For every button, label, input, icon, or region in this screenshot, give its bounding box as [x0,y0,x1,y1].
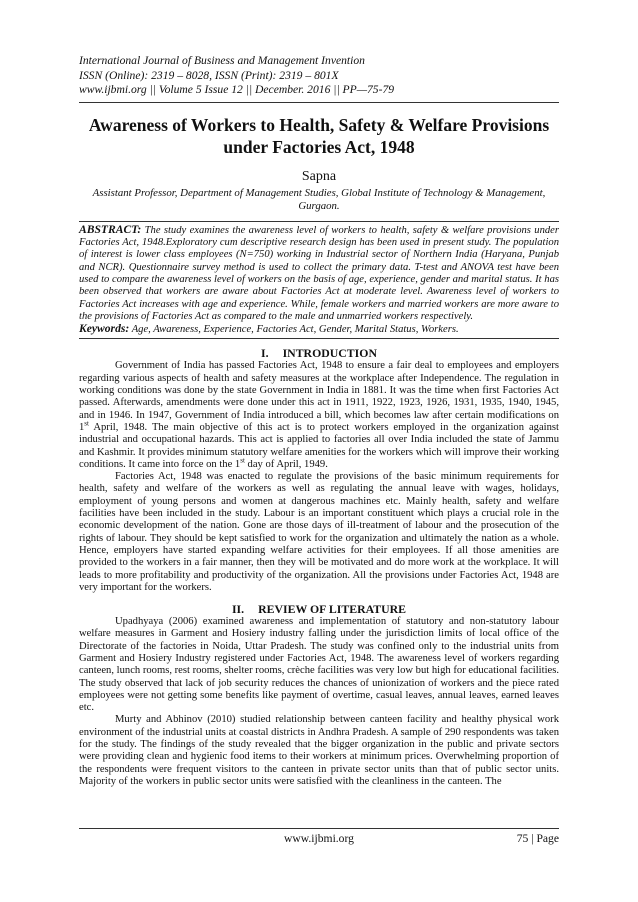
section-number: II. [231,602,245,617]
abstract-label: ABSTRACT: [79,222,142,236]
section-title: INTRODUCTION [282,346,377,361]
footer-page-number: 75 | Page [516,832,559,845]
journal-header [79,54,559,98]
section-number: I. [261,346,269,361]
author-name: Sapna [301,168,337,184]
keywords-text: Age, Awareness, Experience, Factories Act, Gender, Marital Status, Workers. [129,324,459,336]
keywords-label: Keywords: [79,322,130,336]
journal-issue: www.ijbmi.org || Volume 5 Issue 12 || December. 2016 || PP—75-79 [79,83,395,97]
abstract-text: The study examines the awareness level of workers to health, safety & welfare provisions under Factories Act, 1948.Exploratory cum descriptive research design has been used in present study. The population of interest is lower class employees (N=750) working in Industrial sector of Northern India (Haryana, Punjab and NCR). Questionnaire survey method is used to collect the primary data. T-test and ANOVA test have been used to compare the awareness level of workers on the basis of age, experience, gender and marital status. It has been observed that workers are aware about Factories Act at moderate level. Awareness level of workers to Factories Act increases with age and experience. While, female workers and married workers are more aware to the provisions of Factories Act as compared to the male and unmarried workers respectively. [79,224,559,322]
section-heading-review [79,602,559,616]
header-divider [79,102,559,103]
intro-paragraph-1: Government of India has passed Factories Act, 1948 to ensure a fair deal to employees and employers regarding various aspects of health and safety measures at the workplace after Independence. The regulation in working conditions was done by the state Government in India in 1881. It was the time when first Factories Act passed. Afterwards, amendments were done under this act in 1911, 1922, 1923, 1926, 1931, 1935, 1940, 1945, and in 1946. In 1947, Government of India introduced a bill, which becomes law after certain modifications on 1st April, 1948. The main objective of this act is to protect workers employed in the organization against industrial and occupational hazards. This act is applied to factories all over India included the state of Jammu and Kashmir. It provides minimum statutory welfare amenities for the workers which will improve their working conditions. It came into force on the 1st day of April, 1949. [79,360,559,470]
review-paragraph-2: Murty and Abhinov (2010) studied relationship between canteen facility and healthy physical work environment of the industrial units at coastal districts in Andhra Pradesh. A sample of 290 respondents was taken for the study. The findings of the study revealed that the bigger organization in the public and private sectors were providing clean and hygienic food items to their workers at minimum prices. Overwhelming proportion of the respondents were frequent visitors to the canteen in private sector units than that of public sector units. Majority of the workers in public sector units were satisfied with the cleanliness in the canteen. The [79,714,559,787]
abstract-top-divider [79,221,559,222]
abstract [79,224,559,323]
section-title: REVIEW OF LITERATURE [258,602,407,617]
author-affiliation: Assistant Professor, Department of Management Studies, Global Institute of Technology & Management, Gurgaon. [92,186,546,212]
abstract-bottom-divider [79,338,559,339]
section-heading-introduction [79,346,559,360]
journal-issn: ISSN (Online): 2319 – 8028, ISSN (Print): 2319 – 801X [79,68,339,82]
review-paragraph-1: Upadhyaya (2006) examined awareness and implementation of statutory and non-statutory labour welfare measures in Garment and Hosiery industry falling under the jurisdiction limits of local office of the Directorate of the factories in Noida, Uttar Pradesh. The study was confined only to the industrial units from Garment and Hosiery Industry registered under Factories Act, 1948. The awareness level of workers regarding canteen, lunch rooms, rest rooms, shelter rooms, crèche facilities was very low but high for educational facilities. The study observed that lack of job security reduces the chances of unionization of workers and the piece rated employees were not getting some benefits like payment of overtime, casual leaves, annual leaves, earned leaves etc. [79,616,559,714]
paper-title: Awareness of Workers to Health, Safety & Welfare Provisions under Factories Act, 1948 [88,114,550,157]
keywords [79,323,559,336]
footer-divider [79,828,559,829]
intro-paragraph-2: Factories Act, 1948 was enacted to regulate the provisions of the basic minimum requirements for health, safety and welfare of the workers as well as regulating the annual leave with wages, holidays, employment of young persons and women at dangerous machines etc. Mainly health, safety and welfare facilities have been included in the study. Labour is an important constituent which plays a crucial role in the economic development of the nation. Gone are those days of ill-treatment of labour and the prosecution of the rights of labour. They should be kept satisfied to work for the organization and ultimately the nation as a whole. Hence, employers have started expanding welfare activities for their employees. If all those amenities are provided to the workers in a fair manner, then they will be motivated and do more work at the workplace. It will leads to more profitability and productivity of the organization. All the provisions under Factories Act, 1948 are very important for the workers. [79,471,559,593]
journal-name: International Journal of Business and Management Invention [79,54,365,67]
footer-url: www.ijbmi.org [284,832,354,845]
